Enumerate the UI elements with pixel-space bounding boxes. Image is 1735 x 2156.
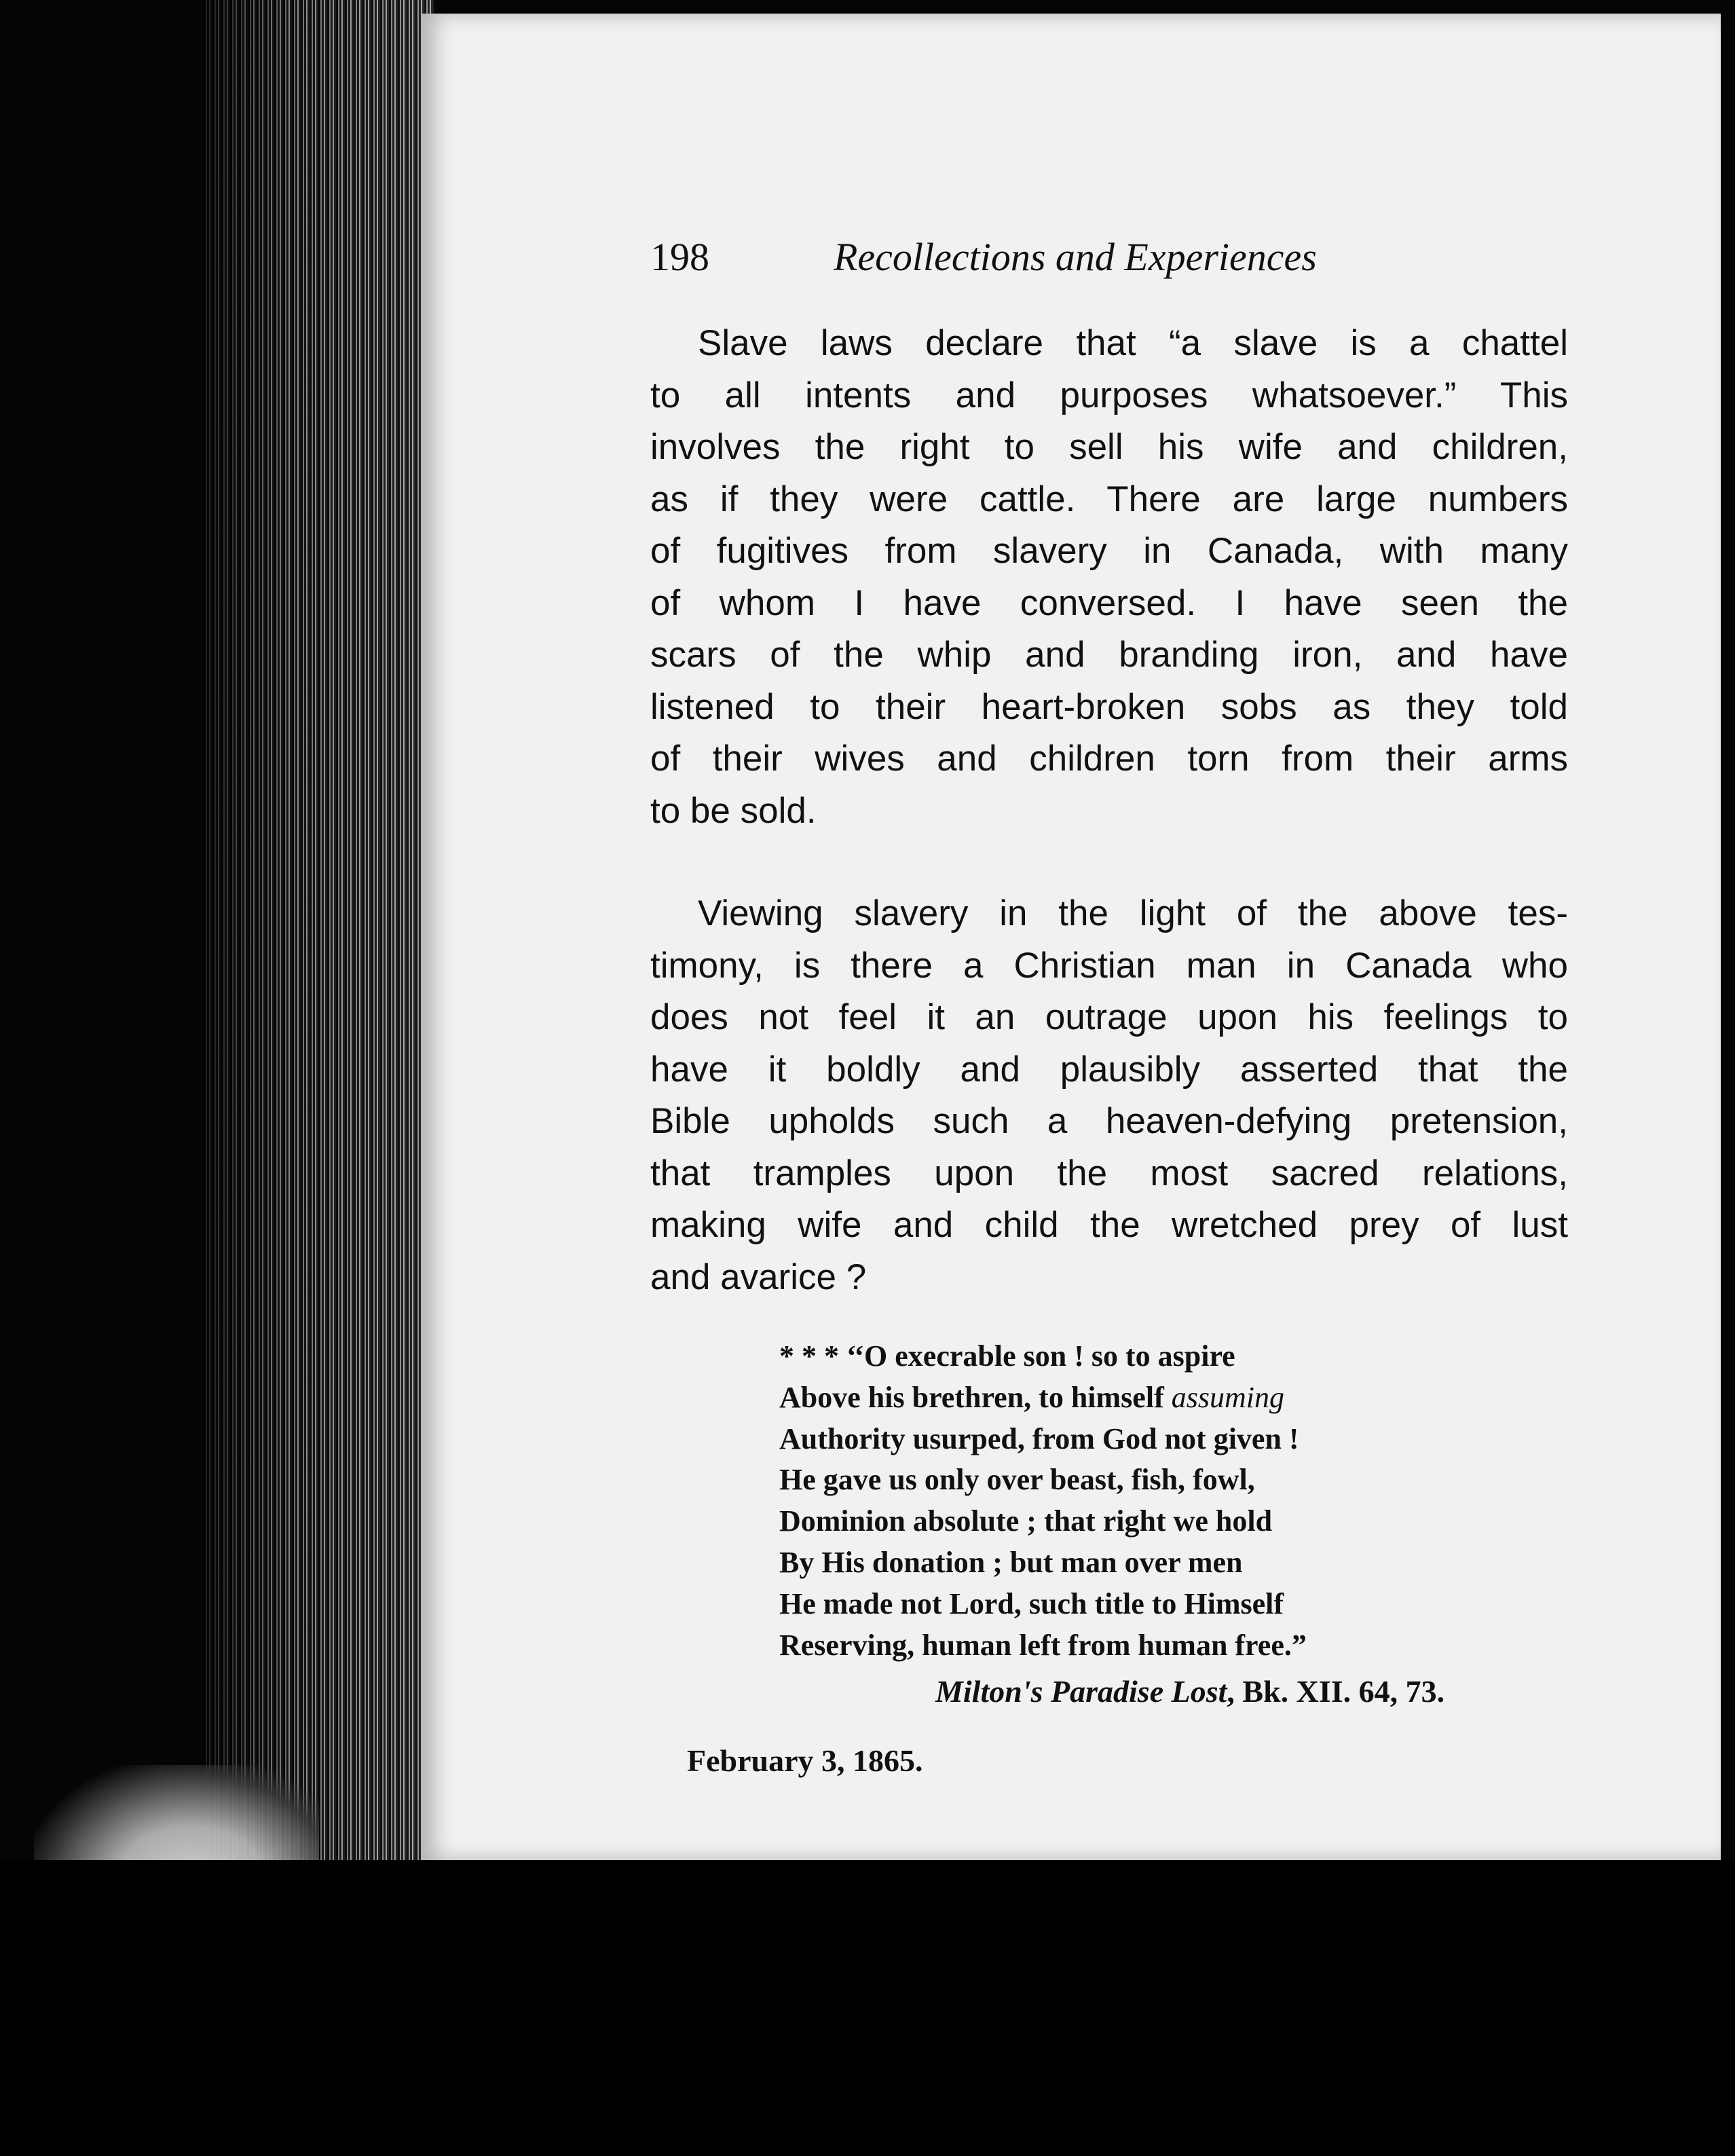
scan-border [0,1860,1735,2156]
paragraph-line: does not feel it an outrage upon his feelings to [650,997,1568,1037]
citation-work: Milton's Paradise Lost [935,1674,1227,1709]
paragraph-line: making wife and child the wretched prey of lust [650,1205,1568,1245]
paragraph-line: of fugitives from slavery in Canada, with many [650,531,1568,571]
paragraph-2 [650,888,1568,1303]
quote-line: He gave us only over beast, fish, fowl, [779,1463,1255,1497]
paragraph-line: of their wives and children torn from their arms [650,739,1568,779]
paragraph-line: timony, is there a Christian man in Canada who [650,945,1568,986]
quote-line: Reserving, human left from human free.” [779,1628,1307,1662]
quote-line: By His donation ; but man over men [779,1545,1243,1579]
paragraph-line: Slave laws declare that “a slave is a chattel [698,323,1568,363]
citation-reference: , Bk. XII. 64, 73. [1227,1674,1445,1709]
paragraph-line: scars of the whip and branding iron, and have [650,635,1568,675]
paragraph-line: as if they were cattle. There are large numbers [650,479,1568,519]
paragraph-line: have it boldly and plausibly asserted that the [650,1049,1568,1090]
page-number: 198 [650,235,709,279]
dateline: February 3, 1865. [687,1743,923,1778]
paragraph-line: Bible upholds such a heaven-defying pretension, [650,1101,1568,1141]
paragraph-line: to all intents and purposes whatsoever.” This [650,375,1568,415]
quote-line: He made not Lord, such title to Himself [779,1586,1284,1620]
paragraph-line: that tramples upon the most sacred relations, [650,1153,1568,1193]
paragraph-line: and avarice ? [650,1257,867,1297]
quote-line: Authority usurped, from God not given ! [779,1421,1299,1455]
quote-emphasis: assuming [1171,1380,1284,1414]
paragraph-line: to be sold. [650,790,817,831]
milton-quotation [779,1336,1526,1666]
quote-citation [935,1673,1444,1709]
running-title: Recollections and Experiences [834,235,1317,279]
quote-line: Dominion absolute ; that right we hold [779,1504,1273,1538]
running-head [650,234,1397,280]
quote-line-text: Above his brethren, to himself [779,1380,1172,1414]
paragraph-line: Viewing slavery in the light of the above tes- [698,893,1568,933]
quote-line [779,1377,1526,1419]
paragraph-line: of whom I have conversed. I have seen the [650,582,1568,623]
paragraph-line: listened to their heart-broken sobs as they told [650,686,1568,727]
paragraph-line: involves the right to sell his wife and children, [650,427,1568,467]
paragraph-1 [650,318,1568,837]
page-edges-shadow [204,0,434,1860]
quote-line: * * * ‘‘O execrable son ! so to aspire [779,1339,1235,1373]
